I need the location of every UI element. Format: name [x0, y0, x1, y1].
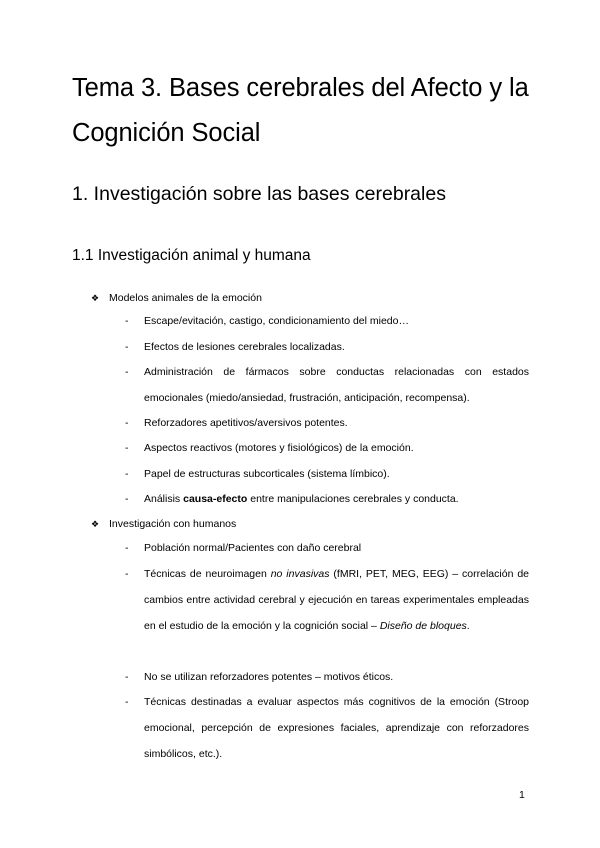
bold-text: causa-efecto	[183, 493, 248, 505]
bullet-human-research	[91, 516, 236, 532]
list-item	[125, 487, 529, 513]
italic-text: no invasivas	[270, 568, 330, 580]
text-run: Análisis	[144, 493, 184, 505]
dash-icon: -	[125, 417, 129, 429]
list-item	[125, 690, 529, 767]
list-item-text	[144, 487, 529, 513]
bullet-animal-models	[91, 290, 262, 306]
list-item-text: Administración de fármacos sobre conductas relacionadas con estados emocionales (miedo/ansiedad, frustración, anticipación, recompensa).	[144, 366, 529, 404]
dash-icon: -	[125, 341, 129, 353]
list-item-text: Aspectos reactivos (motores y fisiológicos) de la emoción.	[144, 442, 414, 454]
list-item-text: Reforzadores apetitivos/aversivos potentes.	[144, 417, 348, 429]
list-item-text: Población normal/Pacientes con daño cerebral	[144, 542, 362, 554]
dash-icon: -	[125, 671, 129, 683]
diamond-bullet-icon: ❖	[91, 519, 100, 529]
dash-icon: -	[125, 366, 129, 378]
dash-icon: -	[125, 493, 129, 505]
list-item-text: Efectos de lesiones cerebrales localizadas.	[144, 341, 345, 353]
list-item	[125, 562, 529, 639]
list-item	[125, 462, 529, 488]
subsection-heading: 1.1 Investigación animal y humana	[72, 247, 311, 264]
page-number: 1	[519, 789, 525, 801]
text-run: entre manipulaciones cerebrales y conducta.	[247, 493, 459, 505]
list-item-text	[144, 562, 529, 639]
dash-icon: -	[125, 696, 129, 708]
italic-text: Diseño de bloques	[379, 619, 467, 632]
document-title: Tema 3. Bases cerebrales del Afecto y la Cognición Social	[72, 74, 529, 147]
section-heading: 1. Investigación sobre las bases cerebrales	[72, 183, 446, 205]
dash-icon: -	[125, 442, 129, 454]
list-item	[125, 335, 529, 361]
dash-icon: -	[125, 468, 129, 480]
dash-icon: -	[125, 542, 129, 554]
diamond-bullet-icon: ❖	[91, 293, 100, 303]
list-item	[125, 436, 529, 462]
list-item	[125, 665, 529, 691]
text-run: .	[466, 619, 470, 632]
dash-icon: -	[125, 315, 129, 327]
text-run: (fMRI, PET, MEG, EEG) – correlación de cambios entre actividad cerebral y ejecución en tareas experimentales empleadas en el estudio de la emoción y la cognición social –	[144, 568, 529, 632]
list-item	[125, 411, 529, 437]
list-item-text: Papel de estructuras subcorticales (sistema límbico).	[144, 468, 390, 480]
list-item	[125, 360, 529, 412]
list-item	[125, 309, 529, 335]
list-item-text: No se utilizan reforzadores potentes – motivos éticos.	[144, 671, 394, 683]
bullet-label: Investigación con humanos	[109, 518, 237, 530]
list-item	[125, 536, 529, 562]
list-item-text: Técnicas destinadas a evaluar aspectos más cognitivos de la emoción (Stroop emocional, percepción de expresiones faciales, aprendizaje con reforzadores simbólicos, etc.).	[144, 696, 529, 760]
dash-icon: -	[125, 568, 129, 580]
text-run: Técnicas de neuroimagen	[144, 568, 271, 580]
bullet-label: Modelos animales de la emoción	[109, 292, 262, 304]
list-item-text: Escape/evitación, castigo, condicionamiento del miedo…	[144, 315, 409, 327]
